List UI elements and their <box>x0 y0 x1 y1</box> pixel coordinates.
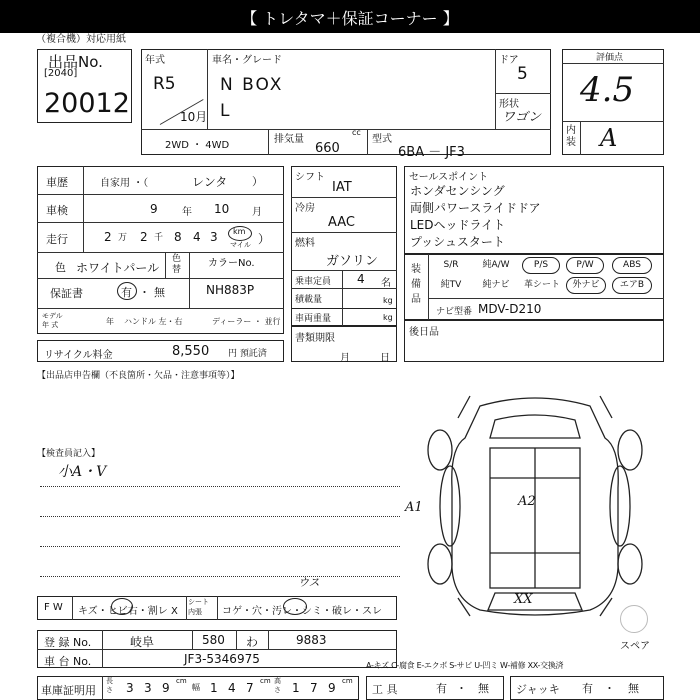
cert-height: 7 <box>310 681 318 695</box>
equip-tv: 純TV <box>440 280 462 290</box>
top-note: （複合機）対応用紙 <box>36 34 126 45</box>
equip-pw: P/W <box>566 257 604 274</box>
condition-fw-items: キズ・ヒビ右・割レ X <box>78 606 178 617</box>
sales-item: ホンダセンシング <box>410 184 505 198</box>
year-value: R5 <box>153 74 176 94</box>
jack-label: ジャッキ <box>516 683 560 696</box>
condition-fw: F W <box>44 602 63 613</box>
mileage-label: 走行 <box>46 233 68 246</box>
cert-width: 4 <box>228 681 236 695</box>
tools-label: 工 具 <box>372 683 398 696</box>
after-label: 後日品 <box>409 327 439 338</box>
interior-label: 内装 <box>566 125 576 148</box>
cert-length-unit: cm <box>176 677 187 685</box>
recycle-unit: 円 預託済 <box>228 349 267 359</box>
cert-width-label: 幅 <box>192 683 200 692</box>
registration-pref: 岐阜 <box>130 635 155 649</box>
fuel-label: 燃料 <box>295 238 315 249</box>
jack-no: 無 <box>628 682 639 695</box>
registration-class: 580 <box>202 633 225 647</box>
capacity-unit: 名 <box>381 278 391 289</box>
cert-height-label: 高さ <box>274 677 281 694</box>
model-label2: 年 式 <box>42 321 59 329</box>
cert-length: 3 <box>126 681 134 695</box>
equip-aw: 純A/W <box>482 260 510 270</box>
weight-unit: kg <box>383 313 393 322</box>
damage-a2: A2 <box>518 494 536 509</box>
equip-airbag: エアB <box>612 277 652 294</box>
registration-kana: わ <box>246 635 259 649</box>
sales-label: セールスポイント <box>409 172 489 183</box>
condition-seat-items: コゲ・穴・汚レ・シミ・破レ・スレ <box>222 606 382 617</box>
equip-ext-navi: 外ナビ <box>566 277 606 294</box>
body-value: ワゴン <box>502 110 542 125</box>
model-handle: ハンドル 左・右 <box>124 317 183 326</box>
doors-label: ドア <box>499 55 519 66</box>
tools-sep: ・ <box>456 682 467 695</box>
type-label: 型式 <box>372 134 392 145</box>
year-label: 年式 <box>145 55 165 66</box>
color-code-label: カラーNo. <box>208 258 255 269</box>
model-year: 年 <box>106 317 114 326</box>
type-value: 6BA － JF3 <box>398 145 465 160</box>
cert-length: 3 <box>144 681 152 695</box>
shift-label: シフト <box>295 172 325 183</box>
mileage-o: 3 <box>210 230 218 244</box>
history-close: ） <box>252 175 263 188</box>
equip-sr: S/R <box>443 260 459 270</box>
recycle-value: 8,550 <box>172 344 210 359</box>
shift-value: IAT <box>332 180 352 195</box>
cert-width-unit: cm <box>260 677 271 685</box>
spare-icon <box>620 605 648 633</box>
model-dealer: ディーラー ・ 並行 <box>212 317 281 326</box>
mileage-sen-unit: 千 <box>154 233 164 243</box>
inspection-month-unit: 月 <box>252 207 262 218</box>
chassis-label: 車 台 No. <box>44 655 92 668</box>
weight-label: 車両重量 <box>295 314 332 324</box>
doors-value: 5 <box>517 64 528 84</box>
name-label: 車名・グレード <box>212 55 282 66</box>
aircon-label: 冷房 <box>295 203 315 214</box>
mileage-unit2: マイル <box>230 241 251 249</box>
fuel-value: ガソリン <box>326 254 379 269</box>
cert-height: 9 <box>328 681 336 695</box>
mileage-sen: 2 <box>140 230 148 244</box>
damage-a1: A1 <box>405 500 423 515</box>
inspector-note: 小A・V <box>58 464 107 480</box>
inspection-month: 10 <box>214 202 230 216</box>
registration-label: 登 録 No. <box>44 636 92 649</box>
history-label: 車歴 <box>46 176 68 189</box>
inspector-label: 【検査員記入】 <box>37 449 101 459</box>
displacement-value: 660 <box>315 141 340 156</box>
color-code: NH883P <box>206 283 255 297</box>
inspection-label: 車検 <box>46 204 68 217</box>
registration-num: 9883 <box>296 633 327 647</box>
mileage-unit1: km <box>233 227 246 236</box>
load-unit: kg <box>383 296 393 305</box>
interior-value: A <box>600 124 618 152</box>
after-box <box>404 320 664 362</box>
lot-number: 20012 <box>44 88 130 119</box>
model-label1: モデル <box>42 312 63 320</box>
sales-item: LEDヘッドライト <box>410 218 506 232</box>
jack-sep: ・ <box>604 682 615 695</box>
recycle-label: リサイクル料金 <box>44 350 113 361</box>
displacement-unit: cc <box>352 128 361 137</box>
docs-day: 日 <box>380 353 390 364</box>
color-change: 色替 <box>172 254 182 275</box>
damage-xx: XX <box>514 592 533 607</box>
capacity-label: 乗車定員 <box>295 277 332 287</box>
sales-item: 両側パワースライドドア <box>410 201 541 215</box>
body-label: 形状 <box>499 99 519 110</box>
load-label: 積載量 <box>295 295 323 305</box>
drive: 2WD ・ 4WD <box>165 140 230 151</box>
score-label: 評価点 <box>596 53 624 63</box>
lot-label: 出品No. <box>48 53 103 71</box>
docs-month: 月 <box>340 353 350 364</box>
mileage-t: 4 <box>193 230 201 244</box>
aircon-value: AAC <box>328 215 355 230</box>
jack-yes: 有 <box>582 682 593 695</box>
cert-length-label: 長さ <box>106 677 113 694</box>
cert-width: 7 <box>246 681 254 695</box>
docs-label: 書類期限 <box>295 333 335 344</box>
inspection-year: 9 <box>150 202 158 216</box>
mileage-h: 8 <box>174 230 182 244</box>
inspection-year-unit: 年 <box>182 207 192 218</box>
warranty-label: 保証書 <box>50 287 83 300</box>
condition-seat: シート 内張 <box>188 598 209 616</box>
cert-length: 9 <box>162 681 170 695</box>
score-value: 4.5 <box>580 70 635 110</box>
equip-leather: 革シート <box>523 280 560 290</box>
history-options: 自家用 ・（ <box>100 178 149 189</box>
equip-navi: 純ナビ <box>482 280 510 290</box>
name-model: N BOX <box>220 75 284 95</box>
capacity-value: 4 <box>357 272 365 286</box>
history-value: レンタ <box>192 175 228 189</box>
color-value: ホワイトパール <box>76 261 160 275</box>
warranty-no: 無 <box>154 286 165 299</box>
nav-label: ナビ型番 <box>436 307 473 317</box>
tools-yes: 有 <box>436 682 447 695</box>
name-grade: L <box>220 101 230 121</box>
stain-note: ウス <box>298 576 320 589</box>
mileage-man-unit: 万 <box>118 233 128 243</box>
warranty-sep: ・ <box>139 286 150 299</box>
warranty-yes: 有 <box>121 286 132 299</box>
nav-value: MDV-D210 <box>478 302 542 316</box>
seller-note: 【出品店申告欄（不良箇所・欠品・注意事項等）】 <box>37 371 240 381</box>
displacement-label: 排気量 <box>274 134 304 145</box>
cert-label: 車庫証明用 <box>41 684 96 697</box>
cert-height-unit: cm <box>342 677 353 685</box>
equipment-label: 装備品 <box>411 264 421 305</box>
year-month: 10月 <box>180 110 208 124</box>
equip-abs: ABS <box>612 257 652 274</box>
sales-item: プッシュスタート <box>410 235 505 249</box>
damage-legend: A-キズ C-腐食 E-エクボ S-サビ U-凹ミ W-補修 XX-交換済 <box>366 661 564 670</box>
lot-sub: [2040] <box>44 68 78 79</box>
cert-width: 1 <box>210 681 218 695</box>
tools-no: 無 <box>478 682 489 695</box>
banner-title: 【 トレタマ＋保証コーナー 】 <box>241 9 459 28</box>
color-label: 色 <box>55 261 66 274</box>
equip-ps: P/S <box>522 257 560 274</box>
mileage-man: 2 <box>104 230 112 244</box>
spare-label: スペア <box>620 641 650 652</box>
cert-height: 1 <box>292 681 300 695</box>
chassis-value: JF3-5346975 <box>184 652 260 666</box>
